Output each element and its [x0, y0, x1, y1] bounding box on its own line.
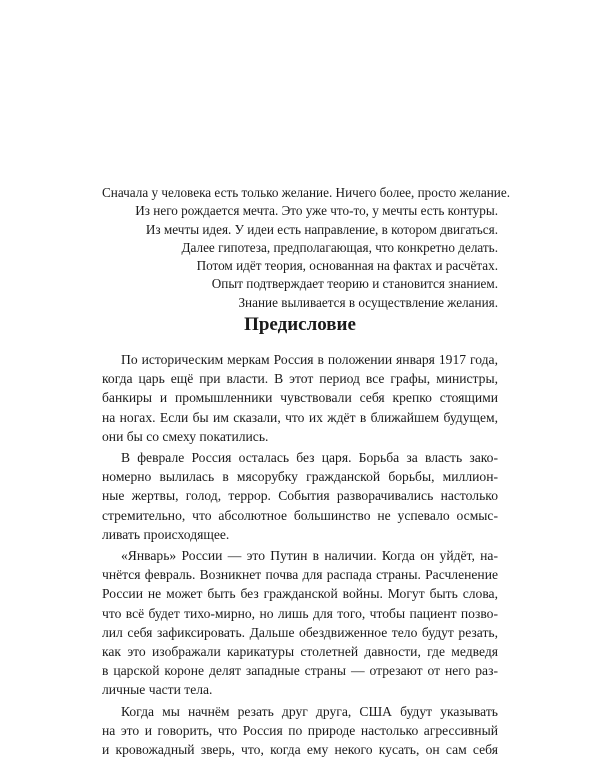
text-line: как это изображали карикатуры столетней давности, где медведя: [102, 644, 498, 660]
chapter-body: [102, 350, 498, 761]
text-line: стремительно, что абсолютное большинство не успевало осмыс-: [102, 507, 498, 523]
epigraph-line: Из мечты идея. У идеи есть направление, в котором двигаться.: [145, 221, 498, 237]
text-line: Когда мы начнём резать друг друга, США будут указывать: [121, 703, 498, 719]
text-line: По историческим меркам Россия в положении января 1917 года,: [121, 352, 498, 367]
epigraph-line: Сначала у человека есть только желание. Ничего более, просто желание.: [102, 185, 510, 200]
epigraph-line: Из него рождается мечта. Это уже что-то, у мечты есть контуры.: [135, 203, 498, 219]
text-line: на это и говорить, что Россия по природе настолько агрессивный: [102, 722, 498, 738]
epigraph-line: Потом идёт теория, основанная на фактах и расчётах.: [196, 258, 498, 274]
paragraph-1: [102, 350, 498, 446]
text-line: «Январь» России — это Путин в наличии. Когда он уйдёт, на-: [121, 548, 498, 564]
text-line: на ногах. Если бы им сказали, что их ждёт в ближайшем будущем,: [102, 409, 498, 425]
text-line: ливать происходящее.: [102, 526, 230, 542]
text-line: России не может быть без гражданской войны. Могут быть слова,: [102, 586, 498, 602]
text-line: чнётся февраль. Возникнет почва для распада страны. Расчленение: [102, 567, 498, 583]
text-line: банкиры и промышленники чувствовали себя крепко стоящими: [102, 390, 498, 406]
text-line: в царской короне делят западные страны — отрезают от него раз-: [102, 663, 498, 679]
paragraph-2: [102, 448, 498, 544]
epigraph-line: Знание выливается в осуществление желания.: [238, 294, 498, 310]
paragraph-4: [102, 702, 498, 760]
chapter-heading: Предисловие: [244, 314, 356, 335]
epigraph: [102, 184, 510, 312]
text-line: что всё будет тихо-мирно, но лишь для того, чтобы пациент позво-: [102, 605, 498, 621]
text-line: они бы со смеху покатились.: [102, 428, 269, 444]
text-line: В феврале Россия осталась без царя. Борьба за власть зако-: [121, 450, 498, 466]
book-page: [102, 0, 510, 758]
text-line: когда царь ещё при власти. В этот период все графы, министры,: [102, 371, 498, 387]
text-line: и кровожадный зверь, что, когда ему некого кусать, он сам себя: [102, 742, 498, 758]
text-line: номерно вылилась в мясорубку гражданской борьбы, миллион-: [102, 469, 498, 485]
text-line: лил себя зафиксировать. Дальше обездвиженное тело будут резать,: [102, 624, 498, 640]
epigraph-line: Далее гипотеза, предполагающая, что конкретно делать.: [181, 239, 498, 255]
text-line: личные части тела.: [102, 682, 213, 698]
text-line: ные жертвы, голод, террор. События разворачивались настолько: [102, 488, 498, 504]
paragraph-3: [102, 546, 498, 700]
epigraph-line: Опыт подтверждает теорию и становится знанием.: [211, 276, 498, 292]
